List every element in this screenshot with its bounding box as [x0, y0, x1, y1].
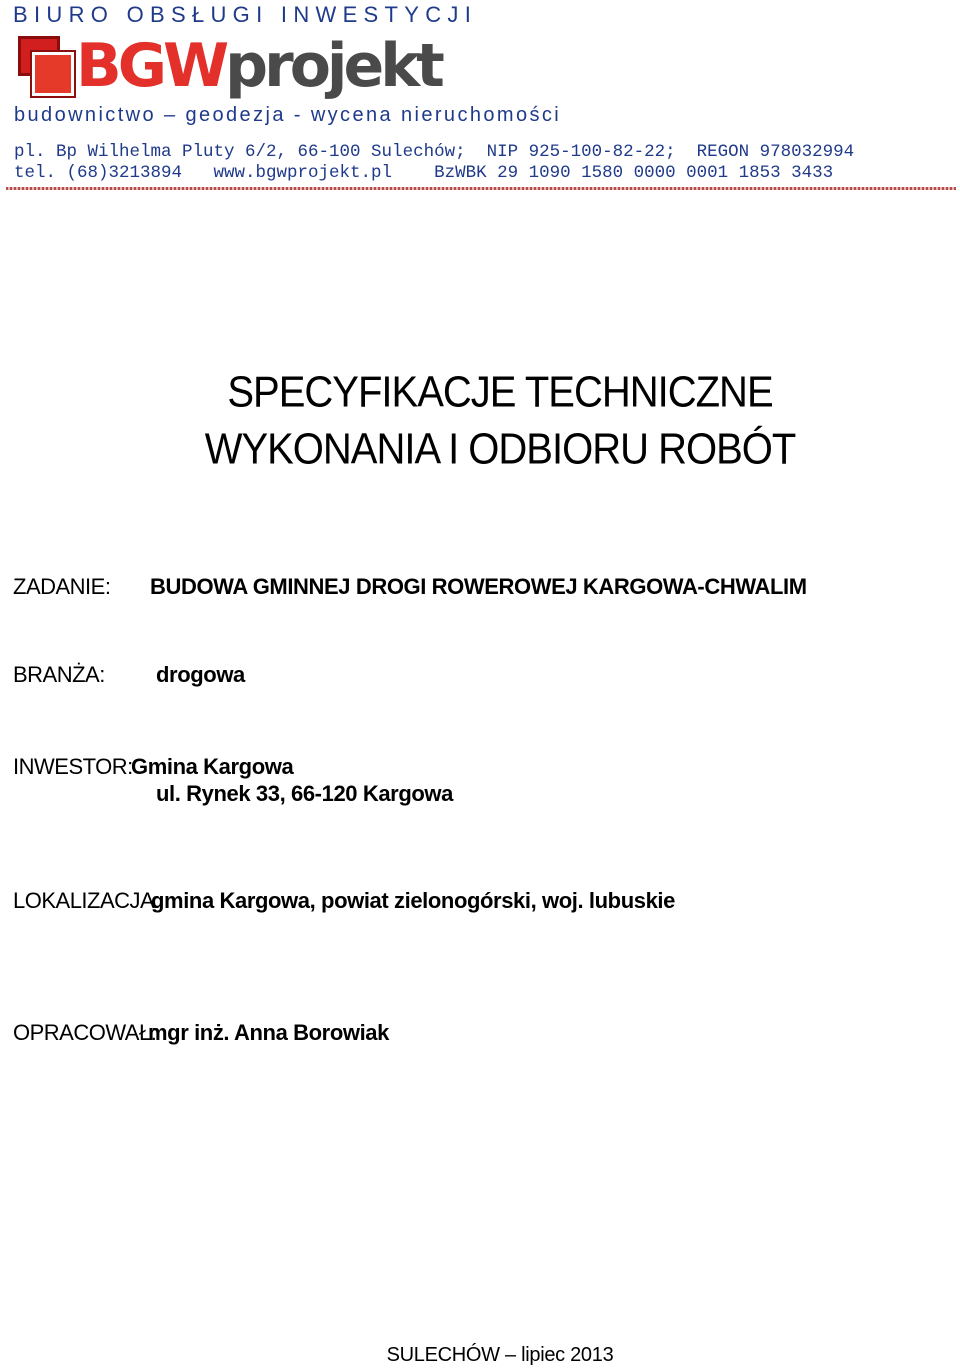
- zadanie-value: BUDOWA GMINNEJ DROGI ROWEROWEJ KARGOWA-CHWALIM: [150, 574, 807, 599]
- contact-line: tel. (68)3213894 www.bgwprojekt.pl BzWBK 29 1090 1580 0000 0001 1853 3433: [14, 163, 834, 183]
- opracowal-label: OPRACOWAŁ:: [13, 1020, 157, 1045]
- lokalizacja-label: LOKALIZACJA:: [13, 888, 160, 913]
- document-title-line2: WYKONANIA I ODBIORU ROBÓT: [204, 424, 796, 474]
- place-date: SULECHÓW – lipiec 2013: [386, 1344, 614, 1366]
- office-title: BIURO OBSŁUGI INWESTYCJI: [13, 2, 478, 27]
- document-title-line1: SPECYFIKACJE TECHNICZNE: [227, 367, 773, 417]
- inwestor-value: Gmina Kargowa: [131, 754, 294, 779]
- inwestor-address: ul. Rynek 33, 66-120 Kargowa: [156, 781, 453, 806]
- company-logo: [14, 31, 441, 102]
- logo-text-gray: projekt: [225, 31, 441, 101]
- address-line: pl. Bp Wilhelma Pluty 6/2, 66-100 Sulechów; NIP 925-100-82-22; REGON 978032994: [14, 142, 855, 162]
- logo-squares-icon: [14, 34, 74, 100]
- opracowal-value: mgr inż. Anna Borowiak: [148, 1020, 389, 1045]
- branza-label: BRANŻA:: [13, 662, 105, 687]
- header-divider: [6, 187, 956, 190]
- inwestor-label: INWESTOR:: [13, 754, 133, 779]
- company-tagline: budownictwo – geodezja - wycena nieruchomości: [14, 104, 562, 126]
- zadanie-label: ZADANIE:: [13, 574, 111, 599]
- logo-text-red: BGW: [76, 31, 226, 101]
- logo-wordmark: [76, 31, 441, 101]
- branza-value: drogowa: [156, 662, 245, 687]
- lokalizacja-value: gmina Kargowa, powiat zielonogórski, woj. lubuskie: [151, 888, 675, 913]
